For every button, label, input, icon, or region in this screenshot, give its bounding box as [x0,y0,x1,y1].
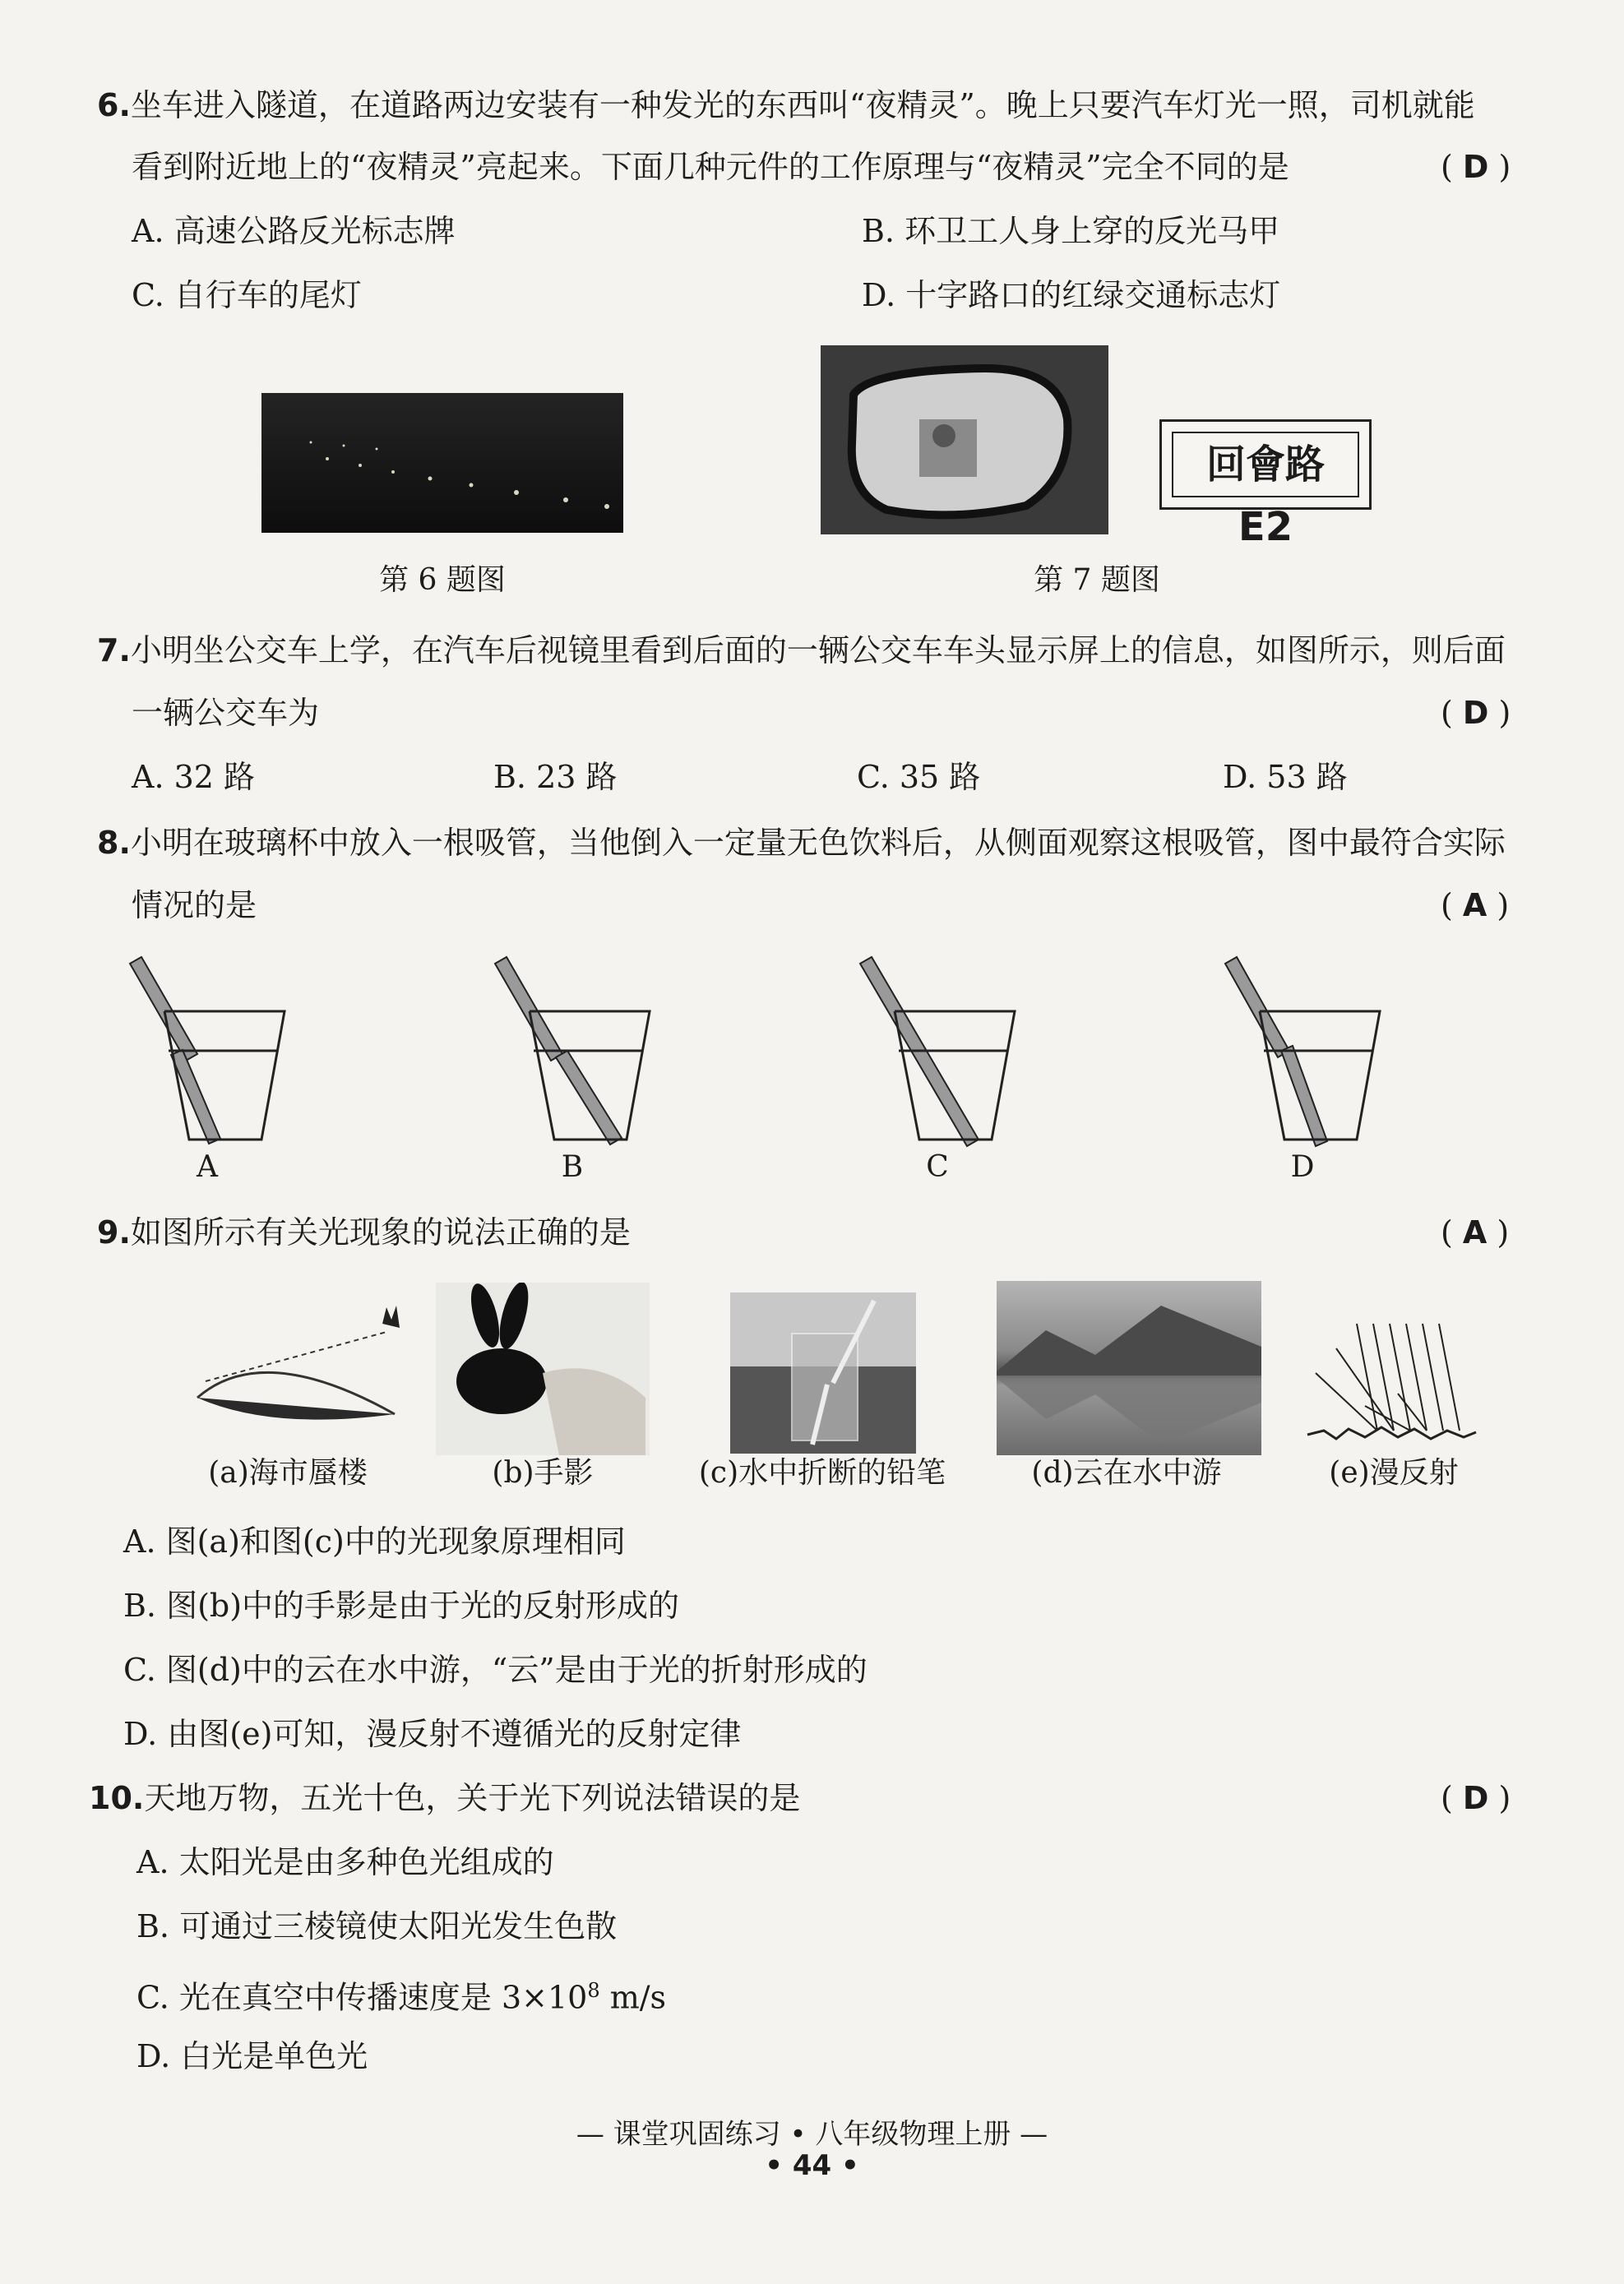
rabbit-shadow-icon [436,1283,650,1455]
footer-title: — 课堂巩固练习 • 八年级物理上册 — [576,2118,1048,2151]
q7-stem-line1 [97,631,1506,669]
q7-figure-caption: 第 7 题图 [1034,563,1160,597]
q8-label-b: B [561,1150,584,1184]
q9-option-d: D. 由图(e)可知，漫反射不遵循光的反射定律 [123,1716,742,1752]
q8-glass-d [1225,957,1380,1146]
q6-answer-letter: D [1462,149,1489,185]
q10-option-b: B. 可通过三棱镜使太阳光发生色散 [136,1908,618,1944]
q7-mirror-photo [821,345,1108,534]
rearview-mirror-icon [821,345,1108,534]
q8-answer: ( A ) [1441,887,1510,923]
q9-text: 如图所示有关光现象的说法正确的是 [130,1214,631,1251]
q10-option-c-unit: m/s [599,1979,667,2016]
q8-stem-line1 [97,824,1506,862]
q9-number: 9. [97,1214,131,1251]
q9-option-b: B. 图(b)中的手影是由于光的反射形成的 [123,1588,680,1624]
q9-pencil-photo [730,1292,916,1454]
q10-answer: ( D ) [1441,1780,1511,1816]
q9-option-a: A. 图(a)和图(c)中的光现象原理相同 [123,1523,626,1560]
q6-option-d: D. 十字路口的红绿交通标志灯 [862,277,1281,313]
page-number: • 44 • [765,2149,859,2182]
q8-label-c: C [926,1150,949,1184]
q10-stem [89,1779,800,1817]
q9-hand-shadow-photo [436,1283,650,1455]
q8-glass-c [860,957,1015,1146]
q8-text-1: 小明在玻璃杯中放入一根吸管，当他倒入一定量无色饮料后，从侧面观察这根吸管，图中最符合实际 [130,825,1506,861]
q9-mirage-figure [189,1291,411,1439]
q10-option-c-exponent: 8 [587,1979,600,2002]
q6-tunnel-photo [261,393,623,533]
q8-glass-a [130,957,285,1144]
q6-text-1: 坐车进入隧道，在道路两边安装有一种发光的东西叫“夜精灵”。晚上只要汽车灯光一照，司机就能 [130,87,1475,123]
q8-glass-b [495,957,650,1144]
q7-answer-letter: D [1462,695,1489,731]
q10-option-a: A. 太阳光是由多种色光组成的 [136,1844,554,1880]
q10-number: 10. [89,1780,145,1816]
q6-option-c: C. 自行车的尾灯 [132,277,362,313]
q6-option-b: B. 环卫工人身上穿的反光马甲 [862,213,1280,249]
q8-label-d: D [1290,1150,1315,1184]
q9-caption-c: (c)水中折断的铅笔 [698,1456,946,1490]
q9-stem [97,1214,631,1251]
mountain-reflection-icon [997,1281,1261,1455]
q9-caption-b: (b)手影 [492,1456,594,1490]
q10-option-c [136,1972,666,2017]
q7-option-d: D. 53 路 [1223,759,1348,795]
q9-caption-d: (d)云在水中游 [1031,1456,1222,1490]
q6-figure-caption: 第 6 题图 [379,563,506,597]
q6-stem-line1 [97,86,1475,124]
q9-answer: ( A ) [1441,1214,1510,1251]
q10-text: 天地万物，五光十色，关于光下列说法错误的是 [144,1780,801,1816]
q6-number: 6. [97,87,131,123]
q7-answer: ( D ) [1441,695,1511,731]
q7-sign-text [1172,432,1359,550]
q7-sign-mirrored: 回會路 E2 [1205,442,1325,550]
tunnel-lights [261,393,623,533]
q6-stem-line2: 看到附近地上的“夜精灵”亮起来。下面几种元件的工作原理与“夜精灵”完全不同的是 [132,149,1289,185]
q10-option-c-text: C. 光在真空中传播速度是 3×10 [136,1979,588,2016]
q7-bus-sign [1159,419,1372,550]
q7-number: 7. [97,632,131,668]
q7-option-a: A. 32 路 [132,759,256,795]
q8-stem-line2: 情况的是 [132,887,257,923]
q6-answer: ( D ) [1441,149,1511,185]
q10-option-d: D. 白光是单色光 [136,2038,368,2074]
q7-option-c: C. 35 路 [857,759,981,795]
q8-number: 8. [97,825,131,861]
q8-label-a: A [197,1150,218,1184]
q7-text-1: 小明坐公交车上学，在汽车后视镜里看到后面的一辆公交车车头显示屏上的信息，如图所示，则后面 [130,632,1506,668]
q8-figures [123,946,1406,1192]
q10-answer-letter: D [1462,1780,1489,1816]
q7-option-b: B. 23 路 [493,759,618,795]
q9-option-c: C. 图(d)中的云在水中游，“云”是由于光的折射形成的 [123,1652,868,1688]
q9-caption-e: (e)漫反射 [1329,1456,1459,1490]
q6-option-a: A. 高速公路反光标志牌 [132,213,456,249]
q9-diffuse-reflection-figure [1299,1315,1480,1451]
q7-stem-line2: 一辆公交车为 [132,695,320,731]
q9-cloud-lake-photo [997,1281,1261,1455]
pencil-in-glass-icon [730,1292,916,1454]
q9-answer-letter: A [1462,1214,1488,1251]
q9-caption-a: (a)海市蜃楼 [208,1456,368,1490]
q8-answer-letter: A [1462,887,1488,923]
